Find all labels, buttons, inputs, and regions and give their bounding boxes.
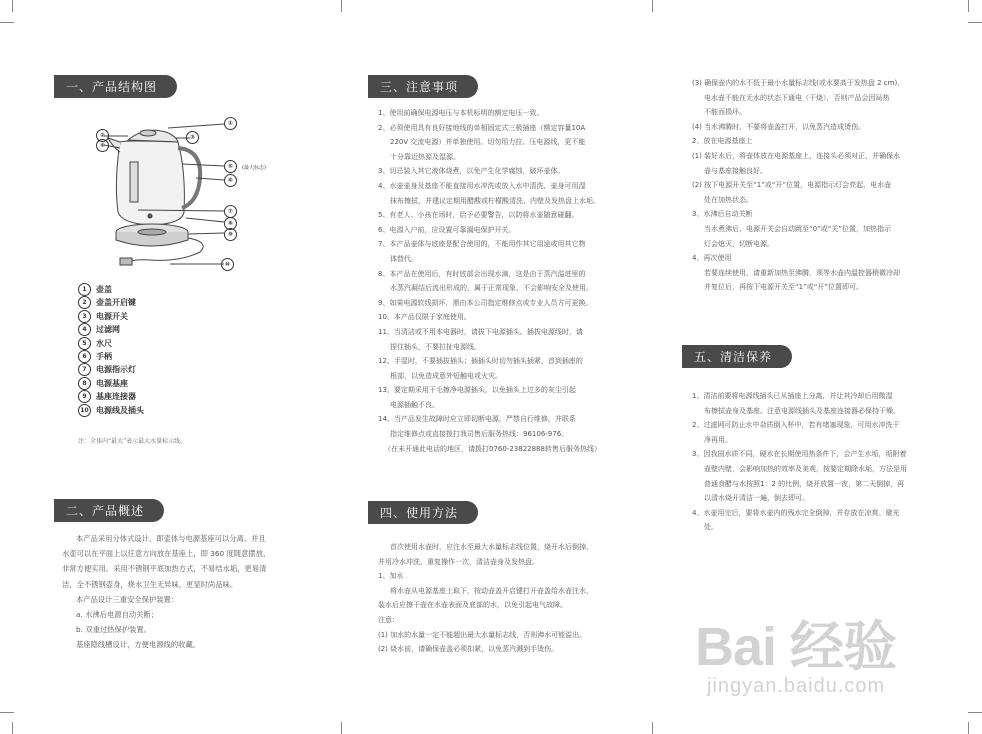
paragraph-line: b. 双重过热保护装置。 bbox=[76, 625, 151, 635]
usage-line: 处在加热状态。 bbox=[704, 195, 753, 204]
cleaning-line: 2、过滤网可防止水中杂质倒入杯中，若有堵塞现象，可用水冲洗干 bbox=[692, 421, 900, 430]
crop-mark bbox=[968, 712, 982, 713]
crop-mark bbox=[12, 722, 13, 734]
note-line: 1、使用前确保电源电压与本机标明的额定电压一致。 bbox=[378, 109, 544, 117]
note-line: 7、本产品壶体与底座是配合使用的，不能用作其它用途或用其它物 bbox=[378, 240, 586, 249]
note-line: 抹布擦拭，并建议定期用醋酸或柠檬酸清洗、内壁及发热盘上水垢。 bbox=[390, 196, 600, 205]
note-line: 8、本产品在使用后，有时底部会出现水滴，这是由于蒸汽溢进里的 bbox=[378, 269, 586, 278]
usage-line: 4、再次使用 bbox=[692, 254, 732, 263]
usage-text bbox=[378, 540, 593, 657]
note-line: 体替代。 bbox=[390, 254, 418, 263]
usage-line: 电水壶不能在无水的状态下通电（干烧），否则产品会因局热 bbox=[704, 93, 890, 102]
watermark-url: jingyan.baidu.com bbox=[707, 675, 886, 697]
callout-9: ⑨ bbox=[224, 228, 242, 241]
overview-text bbox=[62, 531, 270, 653]
usage-line: 注意： bbox=[378, 615, 399, 624]
callout-6: ⑥ bbox=[224, 174, 242, 187]
baidu-watermark bbox=[695, 604, 896, 698]
note-line: 10、本产品仅限于家庭使用。 bbox=[378, 313, 471, 322]
note-line: 2、必须使用具有良好接地线的单相固定式三极插座（额定容量10A bbox=[378, 123, 586, 132]
cleaning-line: 4、水壶用完后，要将水壶内的残水完全倒掉，并存放在凉爽、避光 bbox=[692, 508, 900, 517]
callout-3: ③ bbox=[186, 131, 204, 144]
parts-list-item: 1 壶盖 bbox=[78, 283, 144, 296]
paragraph-line: 洁，全不锈钢壶身，烧水卫生无异味，更显时尚品味。 bbox=[62, 579, 238, 589]
parts-list bbox=[78, 283, 144, 417]
note-line: 3、切忌装入其它液体烧煮，以免产生化学腐蚀，破坏壶体。 bbox=[378, 167, 565, 176]
usage-line: 将水壶从电源基座上取下，按动壶盖开启键打开壶盖给水壶注水， bbox=[390, 586, 593, 595]
crop-mark bbox=[341, 0, 342, 12]
callout-5: ⑤ (最大标志) bbox=[224, 160, 266, 175]
paragraph-line: 非常方便实用。采用不锈钢平底加热方式，不易结水垢，更易清 bbox=[62, 564, 267, 574]
cleaning-text bbox=[692, 389, 907, 535]
note-line: 电源插触不良。 bbox=[390, 400, 439, 409]
usage-continued-text bbox=[692, 76, 904, 295]
max-mark-label: (最大标志) bbox=[242, 165, 266, 171]
callout-8: ⑧ bbox=[224, 217, 242, 230]
cleaning-line: 普通食醋与水按照1：2 的比例，烧开放置一夜，第二天倒掉，再 bbox=[704, 479, 905, 488]
cleaning-line: 壶壁内壁，会影响加热的效率及美观，按要定期除水垢，方法是用 bbox=[704, 464, 907, 473]
usage-line: (2) 烧水前，请确保壶盖必须扣紧，以免蒸汽溅到手烫伤。 bbox=[378, 645, 559, 654]
crop-mark bbox=[0, 712, 14, 713]
note-line: 9、如果电源软线损坏，需由本公司指定维修点或专业人员方可更换。 bbox=[378, 298, 593, 307]
note-line: 十分靠近热源及湿源。 bbox=[390, 152, 460, 161]
crop-mark bbox=[12, 0, 13, 12]
paragraph-line: 本产品采用分体式设计，即壶体与电源基座可以分离，并且 bbox=[76, 534, 266, 543]
crop-mark bbox=[341, 722, 342, 734]
callout-1: ① bbox=[224, 117, 242, 130]
notes-section-heading: 三、注意事项 bbox=[368, 75, 478, 98]
parts-list-item: 6 手柄 bbox=[78, 350, 144, 363]
cleaning-line: 布擦拭壶身及基座。注意电源线插头及基座连接器必保持干燥。 bbox=[704, 406, 900, 415]
usage-line: 灯会熄灭，切断电源。 bbox=[704, 239, 774, 248]
parts-list-item: 8 电源基座 bbox=[78, 377, 144, 390]
note-line: 220V 交流电源）并单独使用。切勿用力拉、压电源线，更不能 bbox=[390, 138, 586, 147]
usage-line: 2、放在电源基座上 bbox=[692, 137, 753, 146]
usage-line: (4) 当水沸腾时，不要将壶盖打开，以免蒸汽造成烫伤。 bbox=[692, 122, 866, 131]
parts-list-item: 7 电源指示灯 bbox=[78, 363, 144, 376]
usage-line: 1、加水 bbox=[378, 572, 404, 581]
usage-line: (3) 确保壶内的水不低于最小水量标志线(或水要高于发热盘 2 cm)， bbox=[692, 79, 905, 87]
usage-line: (1) 加水的水量一定不能超出最大水量标志线，否则沸水可能溢出。 bbox=[378, 630, 587, 639]
usage-line: 3、水沸后自动关断 bbox=[692, 210, 753, 219]
parts-list-item: 4 过滤网 bbox=[78, 323, 144, 336]
diagram-note: 注：全体内“最大”表示最大水量标示线。 bbox=[78, 438, 187, 445]
note-line: 11、当清洁或不用本电器时，请拔下电源插头。插拔电源线时，请 bbox=[378, 327, 583, 336]
note-line: 捏住插头，不要拉扯电源线。 bbox=[390, 342, 481, 351]
note-line: （在未开通此电话的地区，请拨打0760-23822888转售后服务热线） bbox=[384, 444, 601, 453]
cleaning-line: 3、因我国水质不同，硬水在长期使用热条件下，会产生水垢，垢附着 bbox=[692, 450, 907, 459]
watermark-brand: Bai 经验 bbox=[695, 617, 897, 677]
usage-line: 当水煮沸后，电源开关会自动跳至“0”或“关”位置，加热指示 bbox=[704, 224, 891, 233]
note-line: 5、有老人、小孩在场时，给予必要警告，以防将水壶随意碰翻。 bbox=[378, 211, 579, 220]
note-line: 水蒸汽凝结后流出形成的，属于正常现象，不会影响安全及使用。 bbox=[390, 284, 593, 293]
crop-mark bbox=[968, 722, 969, 734]
callout-4: ④ bbox=[96, 139, 114, 152]
parts-list-item: 3 电源开关 bbox=[78, 310, 144, 323]
usage-line: 装水后应擦干壶在水壶表面及底部的水，以免引起电气故障。 bbox=[378, 601, 567, 610]
crop-mark bbox=[652, 722, 653, 734]
parts-list-item: 9 基座连接器 bbox=[78, 390, 144, 403]
usage-line: (2) 按下电源开关至“1”或“开”位置，电源指示灯会亮起，电水壶 bbox=[692, 181, 892, 190]
usage-line: (1) 装好水后，将壶体放在电源基座上，连接头必须对正，并确保水 bbox=[692, 151, 901, 160]
cleaning-line: 净再用。 bbox=[704, 435, 732, 444]
parts-list-item: 2 壶盖开启键 bbox=[78, 296, 144, 309]
note-line: 13、要定期采用干毛擦净电源插头，以免插头上过多的灰尘引起 bbox=[378, 386, 576, 395]
paragraph-line: 本产品设计三重安全保护装置： bbox=[76, 594, 179, 604]
paragraph-line: a. 水沸后电源自动关断； bbox=[76, 610, 159, 620]
cleaning-section-heading: 五、清洁保养 bbox=[682, 345, 792, 368]
callout-7: ⑦ bbox=[224, 205, 242, 218]
usage-line: 并复位后，再按下电源开关至“1”或“开”位置即可。 bbox=[704, 283, 863, 292]
usage-section-heading: 四、使用方法 bbox=[368, 501, 478, 524]
note-line: 12、手湿时，不要插拔插头；插插头时切勿插头插紧，首到插座的 bbox=[378, 357, 583, 366]
callout-10: ⑩ bbox=[221, 258, 239, 271]
usage-line: 若要连续使用，请重新加热至沸腾，须等水壶内温控器稍微冷却 bbox=[704, 268, 900, 277]
structure-section-heading: 一、产品结构图 bbox=[54, 75, 177, 98]
callout-2: ② bbox=[96, 129, 114, 142]
cleaning-line: 以清水烧开清洁一遍，倒去即可。 bbox=[704, 494, 809, 503]
crop-mark bbox=[968, 22, 982, 23]
note-line: 4、水壶壶身及基座不能直接用水冲洗或放入水中清洗，壶身可用湿 bbox=[378, 181, 586, 190]
overview-section-heading: 二、产品概述 bbox=[54, 499, 164, 522]
usage-line: 首次使用水壶时，应注水至最大水量标志线位置，烧开水后倒掉， bbox=[390, 543, 593, 551]
usage-line: 并用冷水冲洗，重复操作一次，清洁壶身及发热盘。 bbox=[378, 557, 539, 566]
note-line: 根部，以免造成意外短触电或火灾。 bbox=[390, 371, 502, 380]
parts-list-item: 5 水尺 bbox=[78, 337, 144, 350]
paragraph-line: 基座隐线槽设计，方便电源线的收藏。 bbox=[76, 640, 201, 650]
usage-line: 壶与基座接触良好。 bbox=[704, 166, 767, 175]
crop-mark bbox=[652, 0, 653, 12]
paragraph-line: 水壶可以在平面上以任意方向放在基座上，即 360 度随意摆放， bbox=[62, 549, 271, 559]
note-line: 6、电源入户前，应设置可靠漏电保护开关。 bbox=[378, 225, 516, 234]
crop-mark bbox=[968, 0, 969, 12]
crop-mark bbox=[0, 22, 14, 23]
note-line: 指定维修点或直接拨打我司售后服务热线：96106-976。 bbox=[390, 430, 569, 439]
note-line: 14、当产品发生故障时应立即切断电源，严禁自行维修，并联系 bbox=[378, 415, 576, 424]
parts-list-item: 10 电源线及插头 bbox=[78, 404, 144, 417]
cleaning-line: 处。 bbox=[704, 523, 718, 532]
cleaning-line: 1、清洁前要将电源线插头已从插座上分离，并让其冷却后用微湿 bbox=[692, 392, 893, 400]
usage-line: 不能而损坏。 bbox=[704, 108, 746, 117]
notes-text bbox=[378, 106, 601, 456]
kettle-diagram bbox=[90, 112, 250, 277]
